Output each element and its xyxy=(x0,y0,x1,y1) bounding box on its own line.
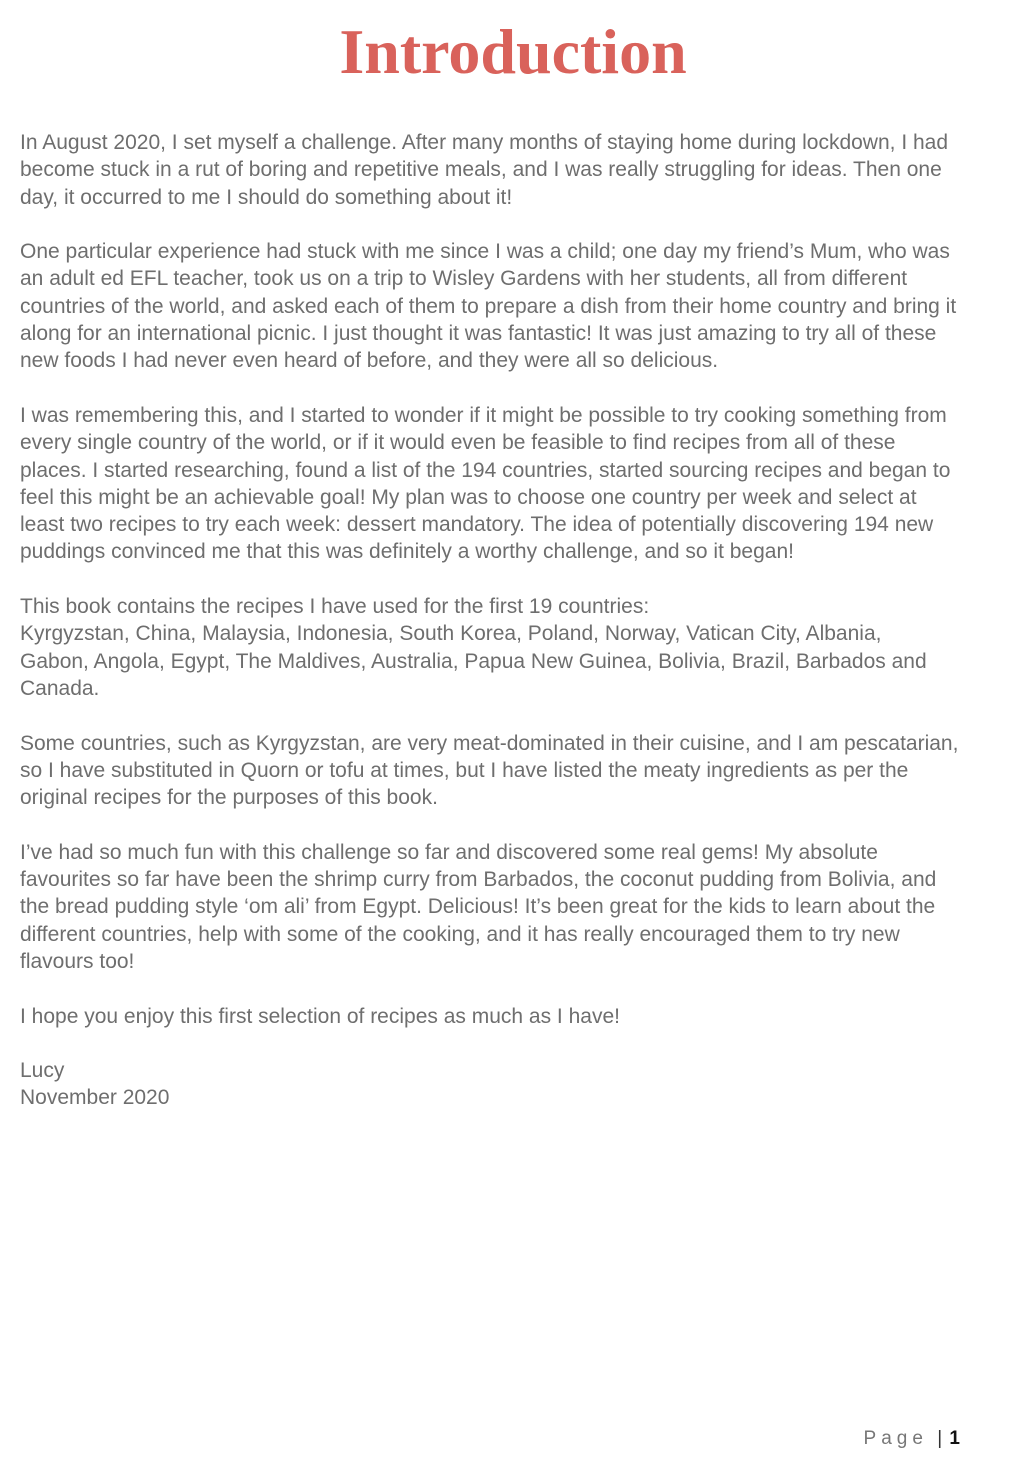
paragraph-favourites: I’ve had so much fun with this challenge so far and discovered some real gems! My absolute favourites so far have been the shrimp curry from Barbados, the coconut pudding from Bolivia, and the bread pudding style ‘om ali’ from Egypt. Delicious! It’s been great for the kids to learn about the different countries, help with some of the cooking, and it has really encouraged them to try new flavours too! xyxy=(20,840,937,973)
page-separator: | xyxy=(937,1428,943,1449)
page-footer xyxy=(864,1426,960,1452)
paragraph-countries-list: This book contains the recipes I have used for the first 19 countries: Kyrgyzstan, China, Malaysia, Indonesia, South Korea, Poland, Norway, Vatican City, Albania, Gabon, Angola, Egypt, The Maldives, Australia, Papua New Guinea, Bolivia, Brazil, Barbados and Canada. xyxy=(20,595,927,700)
paragraph-plan: I was remembering this, and I started to wonder if it might be possible to try cooking something from every single country of the world, or if it would even be feasible to find recipes from all of these places. I started researching, found a list of the 194 countries, started sourcing recipes and began to feel this might be an achievable goal! My plan was to choose one country per week and select at least two recipes to try each week: dessert mandatory. The idea of potentially discovering 194 new puddings convinced me that this was definitely a worthy challenge, and so it began! xyxy=(20,403,951,564)
intro-body xyxy=(20,129,1010,1112)
page-label: Page xyxy=(863,1428,928,1449)
signature-date: November 2020 xyxy=(20,1086,170,1110)
signature-name: Lucy xyxy=(20,1059,65,1083)
paragraph-challenge: In August 2020, I set myself a challenge. After many months of staying home during lockdown, I had become stuck in a rut of boring and repetitive meals, and I was really struggling for ideas. Then one day, it occurred to me I should do something about it! xyxy=(20,131,949,209)
paragraph-childhood-memory: One particular experience had stuck with me since I was a child; one day my friend’s Mum, who was an adult ed EFL teacher, took us on a trip to Wisley Gardens with her students, all from different countries of the world, and asked each of them to prepare a dish from their home country and bring it along for an international picnic. I just thought it was fantastic! It was just amazing to try all of these new foods I had never even heard of before, and they were all so delicious. xyxy=(20,240,957,373)
paragraph-closing: I hope you enjoy this first selection of recipes as much as I have! xyxy=(20,1004,620,1028)
page-title: Introduction xyxy=(339,16,687,87)
paragraph-substitutions: Some countries, such as Kyrgyzstan, are very meat-dominated in their cuisine, and I am pescatarian, so I have substituted in Quorn or tofu at times, but I have listed the meaty ingredients as per the original recipes for the purposes of this book. xyxy=(20,731,959,810)
page-number: 1 xyxy=(949,1428,960,1449)
signature-block xyxy=(20,1057,1010,1112)
